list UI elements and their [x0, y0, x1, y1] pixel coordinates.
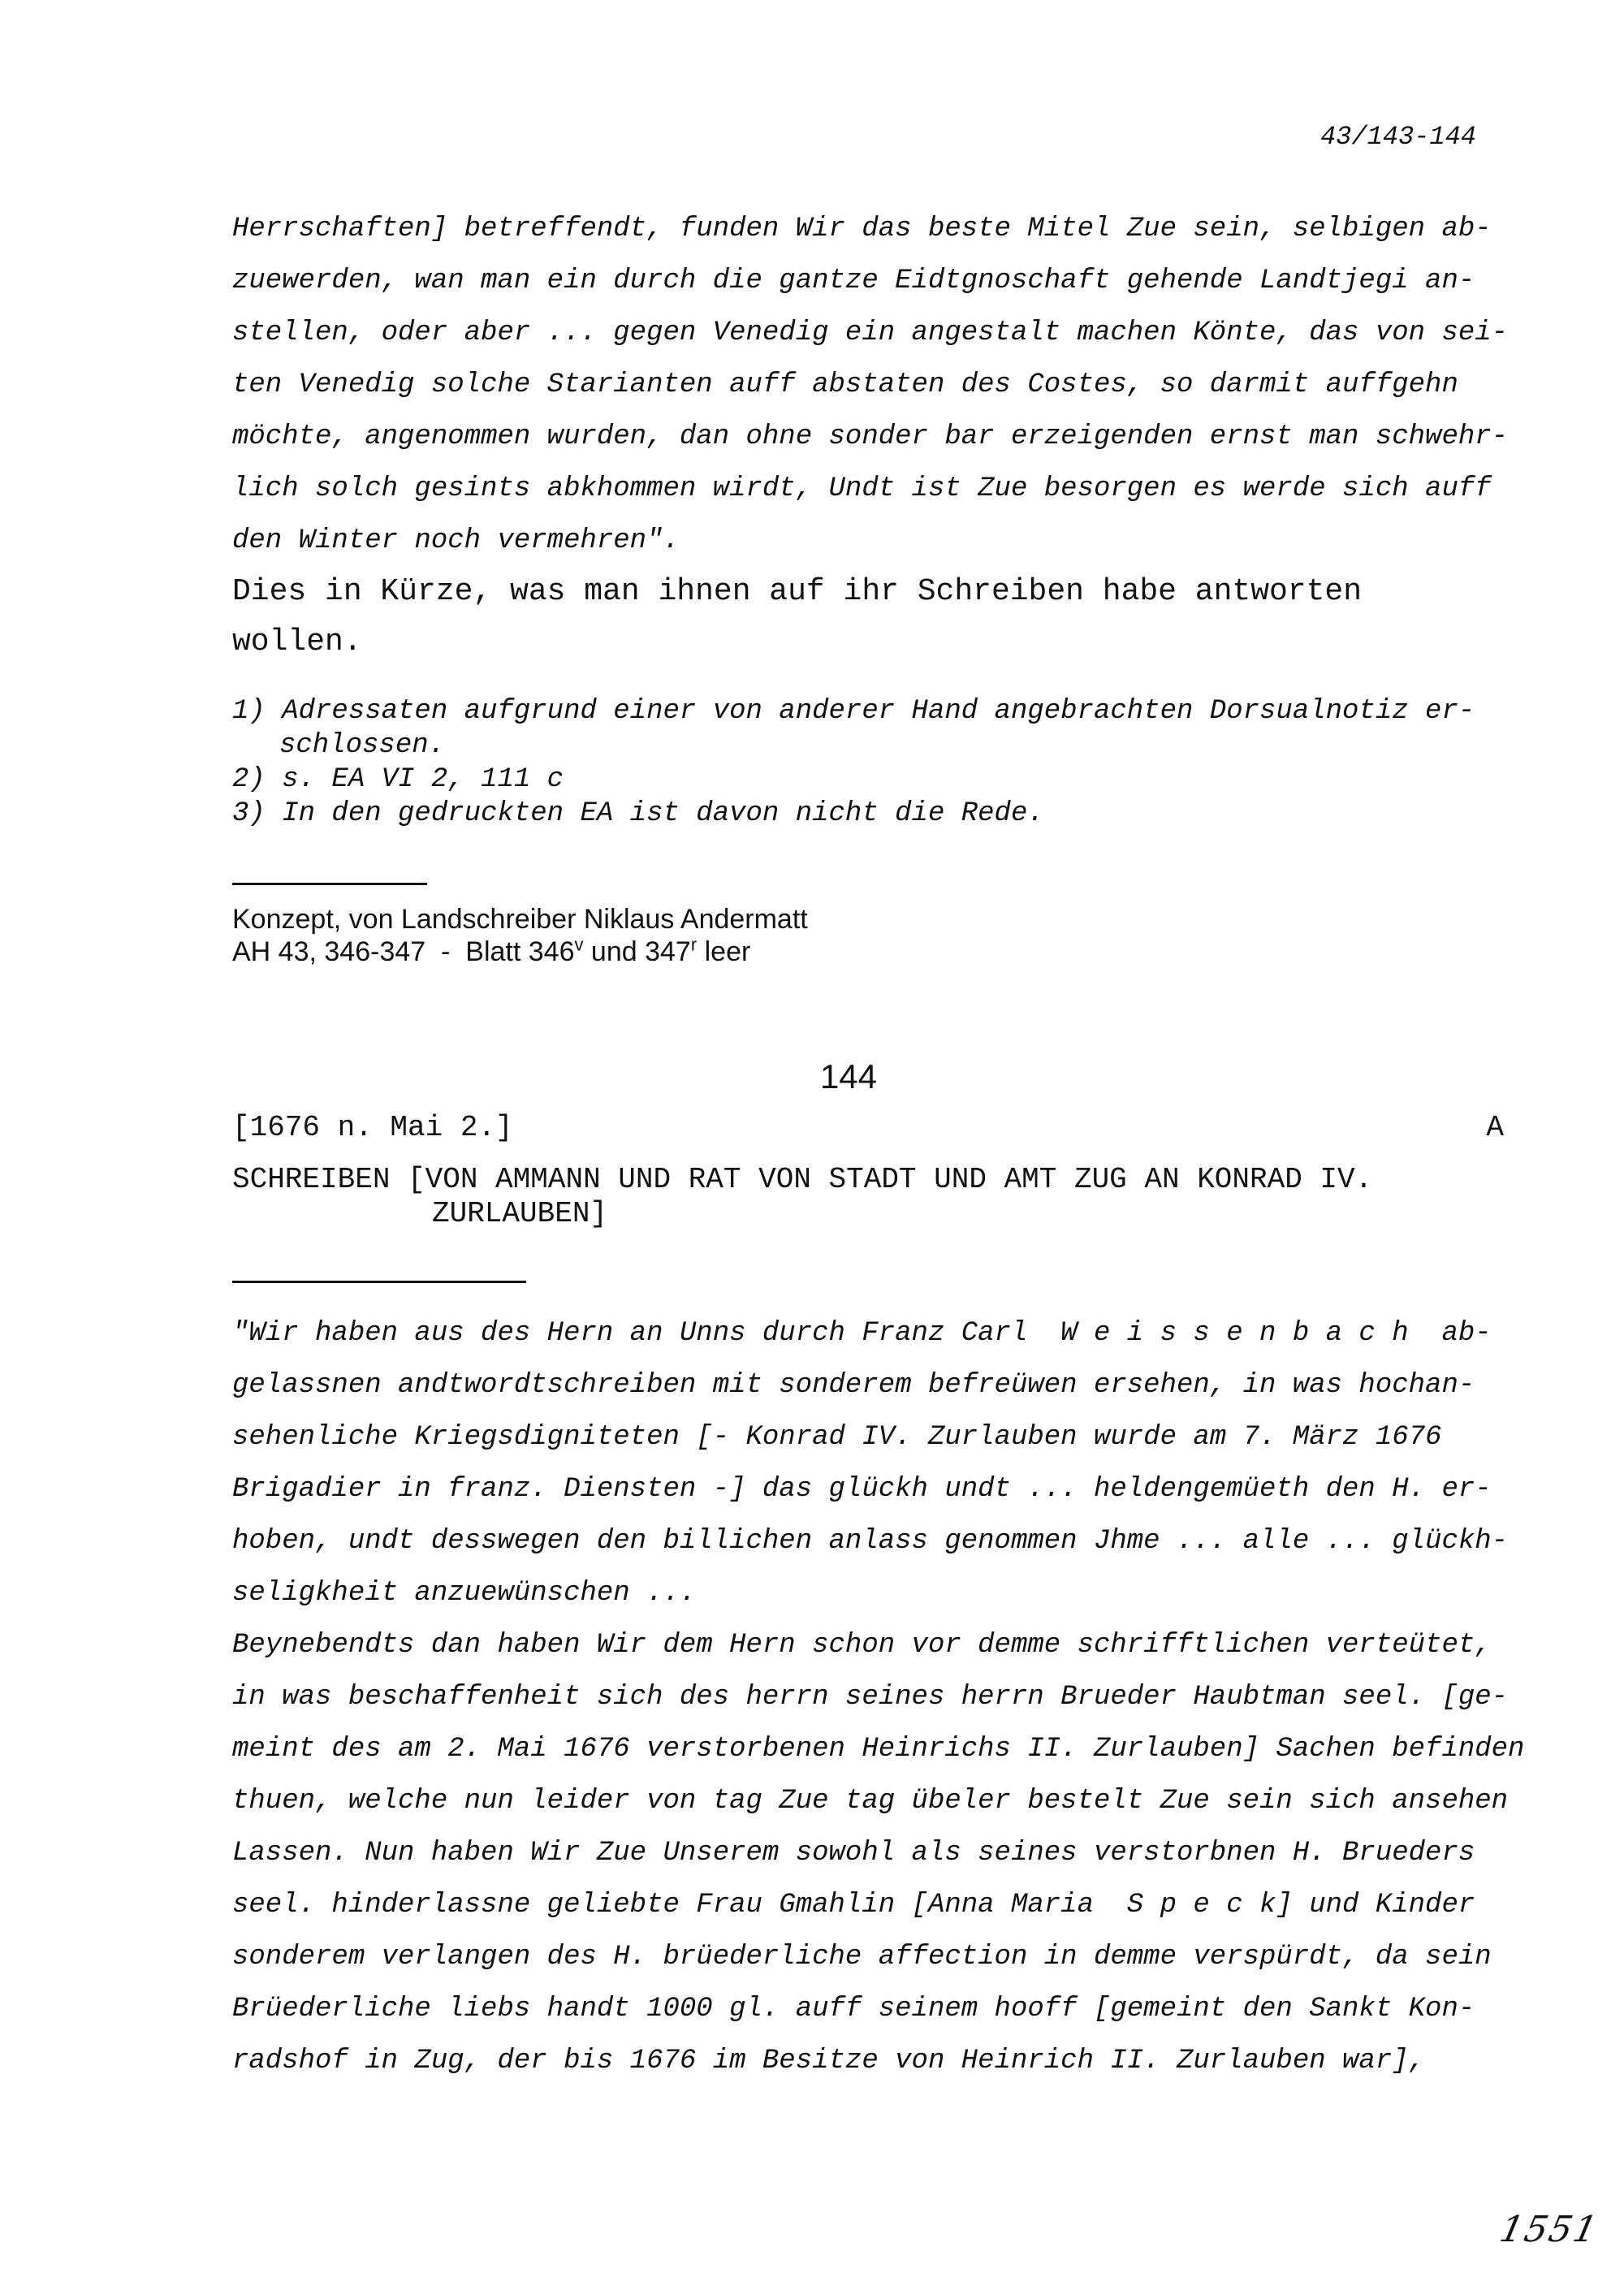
- quote-continuation: [232, 203, 1507, 567]
- divider-rule: [232, 1281, 526, 1283]
- quote-line: seel. hinderlassne geliebte Frau Gmahlin [Anna Maria S p e c k] und Kinder: [232, 1890, 1475, 1921]
- summary-paragraph: [232, 567, 1507, 668]
- heading-line-2: ZURLAUBEN]: [432, 1197, 608, 1230]
- quote-line: lich solch gesints abkhommen wirdt, Undt ist Zue besorgen es werde sich auff: [232, 473, 1492, 504]
- quote-line: Beynebendts dan haben Wir dem Hern schon vor demme schrifftlichen verteütet,: [232, 1630, 1492, 1661]
- quote-line: möchte, angenommen wurden, dan ohne sonder bar erzeigenden ernst man schwehr-: [232, 421, 1509, 452]
- quote-line: sonderem verlangen des H. brüederliche affection in demme verspürdt, da sein: [232, 1942, 1492, 1973]
- quote-line: Herrschaften] betreffendt, funden Wir das beste Mitel Zue sein, selbigen ab-: [232, 214, 1492, 244]
- summary-line: Dies in Kürze, was man ihnen auf ihr Schreiben habe antworten: [232, 574, 1363, 609]
- handwritten-page-mark: 1551: [1496, 2209, 1603, 2250]
- page-reference: 43/143-144: [1320, 122, 1476, 152]
- quote-line: Lassen. Nun haben Wir Zue Unserem sowohl als seines verstorbnen H. Brueders: [232, 1838, 1475, 1869]
- quote-line: gelassnen andtwordtschreiben mit sonderem befreüwen ersehen, in was hochan-: [232, 1370, 1475, 1401]
- quote-line: hoben, undt desswegen den billichen anlass genommen Jhme ... alle ... glückh-: [232, 1526, 1509, 1557]
- quote-line: Brigadier in franz. Diensten -] das glückh undt ... heldengemüeth den H. er-: [232, 1474, 1492, 1505]
- verso-mark: v: [574, 934, 584, 955]
- quote-line: sehenliche Kriegsdigniteten [- Konrad IV. Zurlauben wurde am 7. März 1676: [232, 1422, 1442, 1453]
- document-heading: [232, 1163, 1507, 1231]
- quote-line: ten Venedig solche Starianten auff abstaten des Costes, so darmit auffgehn: [232, 369, 1458, 400]
- footnote-2: 2) s. EA VI 2, 111 c: [232, 764, 564, 795]
- quote-line: Brüederliche liebs handt 1000 gl. auff seinem hooff [gemeint den Sankt Kon-: [232, 1994, 1475, 2025]
- quote-line: "Wir haben aus des Hern an Unns durch Franz Carl W e i s s e n b a c h ab-: [232, 1318, 1492, 1349]
- heading-line-1: SCHREIBEN [VON AMMANN UND RAT VON STADT UND AMT ZUG AN KONRAD IV.: [232, 1163, 1373, 1196]
- quote-line: meint des am 2. Mai 1676 verstorbenen Heinrichs II. Zurlauben] Sachen befinden: [232, 1734, 1525, 1765]
- footnotes: [232, 694, 1507, 831]
- divider-rule: [232, 883, 427, 885]
- footnote-1-continued: schlossen.: [279, 730, 446, 761]
- document-number: 144: [819, 1057, 878, 1095]
- source-line-1: Konzept, von Landschreiber Niklaus Andermatt: [232, 904, 808, 935]
- letter-marker: A: [1486, 1111, 1504, 1144]
- quote-line: in was beschaffenheit sich des herrn seines herrn Brueder Haubtman seel. [ge-: [232, 1682, 1509, 1713]
- summary-line: wollen.: [232, 624, 362, 659]
- quote-line: zuewerden, wan man ein durch die gantze Eidtgnoschaft gehende Landtjegi an-: [232, 266, 1475, 296]
- source-line-2-end: leer: [697, 936, 751, 967]
- source-line-2-start: AH 43, 346-347 - Blatt 346: [232, 936, 575, 967]
- quote-line: stellen, oder aber ... gegen Venedig ein angestalt machen Könte, das von sei-: [232, 318, 1509, 348]
- quote-line: den Winter noch vermehren".: [232, 525, 680, 556]
- quote-main: [232, 1307, 1525, 2087]
- quote-line: radshof in Zug, der bis 1676 im Besitze von Heinrich II. Zurlauben war],: [232, 2046, 1426, 2076]
- source-line-2: [232, 936, 1507, 968]
- date-line: [1676 n. Mai 2.]: [232, 1111, 513, 1144]
- source-line-2-middle: und 347: [583, 936, 691, 967]
- source-note: [232, 903, 1507, 968]
- footnote-3: 3) In den gedruckten EA ist davon nicht die Rede.: [232, 798, 1044, 829]
- quote-line: thuen, welche nun leider von tag Zue tag übeler bestelt Zue sein sich ansehen: [232, 1786, 1509, 1817]
- recto-mark: r: [690, 934, 698, 955]
- footnote-1: 1) Adressaten aufgrund einer von anderer Hand angebrachten Dorsualnotiz er-: [232, 696, 1475, 727]
- quote-line: seligkheit anzuewünschen ...: [232, 1578, 697, 1609]
